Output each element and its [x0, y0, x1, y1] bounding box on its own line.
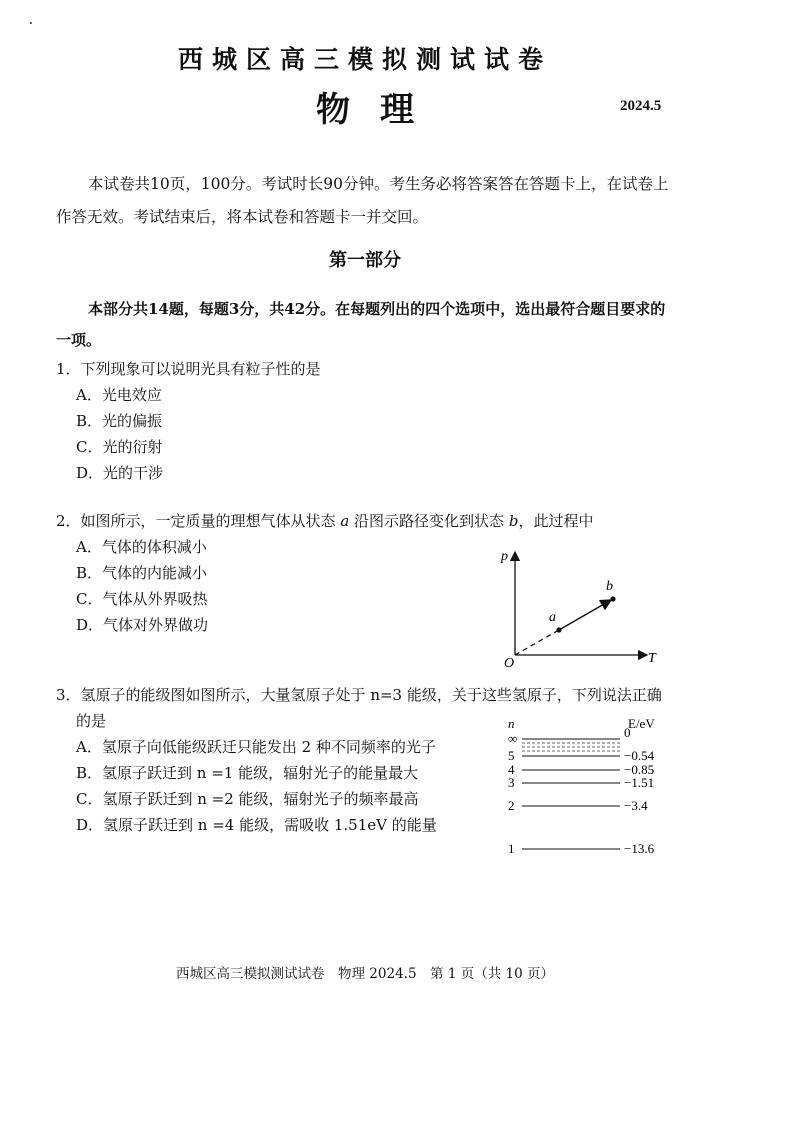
process-arrow — [559, 600, 611, 630]
energy-level-n: 2 — [508, 798, 515, 813]
question-1-option-a: A．光电效应 — [76, 386, 162, 404]
energy-level-e: −0.85 — [624, 762, 655, 777]
question-2-option-a: A．气体的体积减小 — [76, 538, 207, 556]
question-3-option-d: D．氢原子跃迁到 n =4 能级，需吸收 1.51eV 的能量 — [76, 816, 437, 834]
energy-levels — [508, 725, 655, 856]
question-2-stem — [56, 510, 593, 531]
point-b — [610, 596, 615, 601]
state-a-label: a — [340, 512, 350, 530]
energy-level-e: −1.51 — [624, 775, 655, 790]
energy-level-e: −3.4 — [624, 798, 648, 813]
pt-diagram — [495, 540, 675, 670]
t-axis-label: T — [648, 651, 656, 666]
origin-label: O — [504, 656, 515, 670]
energy-level-n: 3 — [508, 775, 515, 790]
energy-level-n: ∞ — [508, 731, 518, 746]
question-3-option-a: A．氢原子向低能级跃迁只能发出 2 种不同频率的光子 — [76, 738, 436, 756]
exam-date: 2024.5 — [620, 98, 662, 114]
energy-level-e: −0.54 — [624, 748, 655, 763]
subject-title: 物理 — [316, 90, 444, 130]
point-b-label: b — [606, 579, 613, 594]
question-1-option-c: C．光的衍射 — [76, 438, 163, 456]
part-instructions: 本部分共14题，每题3分，共42分。在每题列出的四个选项中，选出最符合题目要求的一项。 — [56, 300, 666, 349]
point-a-label: a — [549, 610, 556, 625]
p-axis-label: p — [501, 549, 508, 564]
question-3-option-b: B．氢原子跃迁到 n =1 能级，辐射光子的能量最大 — [76, 764, 419, 782]
question-1-option-b: B．光的偏振 — [76, 412, 163, 430]
question-2-stem-part: ，此过程中 — [518, 512, 594, 530]
question-1-stem: 1．下列现象可以说明光具有粒子性的是 — [56, 360, 321, 378]
n-header: n — [508, 716, 515, 731]
question-1-option-d: D．光的干涉 — [76, 464, 164, 482]
question-2-stem-part: 2．如图所示，一定质量的理想气体从状态 — [56, 512, 341, 530]
exam-intro: 本试卷共10页，100分。考试时长90分钟。考生务必将答案答在答题卡上，在试卷上作答无效。考试结束后，将本试卷和答题卡一并交回。 — [56, 175, 669, 226]
energy-level-e: −13.6 — [624, 841, 655, 856]
energy-level-diagram — [500, 712, 675, 862]
energy-level-n: 1 — [508, 841, 515, 856]
scan-dot — [30, 22, 32, 24]
energy-level-n: 4 — [508, 762, 515, 777]
question-3-stem-line1: 3．氢原子的能级图如图所示，大量氢原子处于 n=3 能级，关于这些氢原子，下列说法正确 — [56, 686, 662, 704]
question-2-option-d: D．气体对外界做功 — [76, 616, 209, 634]
point-a — [556, 627, 561, 632]
question-2-option-b: B．气体的内能减小 — [76, 564, 208, 582]
state-b-label: b — [508, 512, 519, 530]
question-3-stem-line2: 的是 — [76, 712, 107, 730]
energy-level-e: 0 — [624, 725, 631, 740]
question-3-option-c: C．氢原子跃迁到 n =2 能级，辐射光子的频率最高 — [76, 790, 419, 808]
question-2-stem-part: 沿图示路径变化到状态 — [349, 512, 509, 530]
e-header: E/eV — [628, 716, 655, 731]
dashed-line — [515, 630, 559, 655]
part-title: 第一部分 — [329, 250, 401, 271]
energy-level-n: 5 — [508, 748, 515, 763]
question-2-option-c: C．气体从外界吸热 — [76, 590, 208, 608]
exam-title: 西城区高三模拟测试试卷 — [177, 45, 552, 74]
page-footer: 西城区高三模拟测试试卷 物理 2024.5 第 1 页（共 10 页） — [176, 966, 554, 982]
